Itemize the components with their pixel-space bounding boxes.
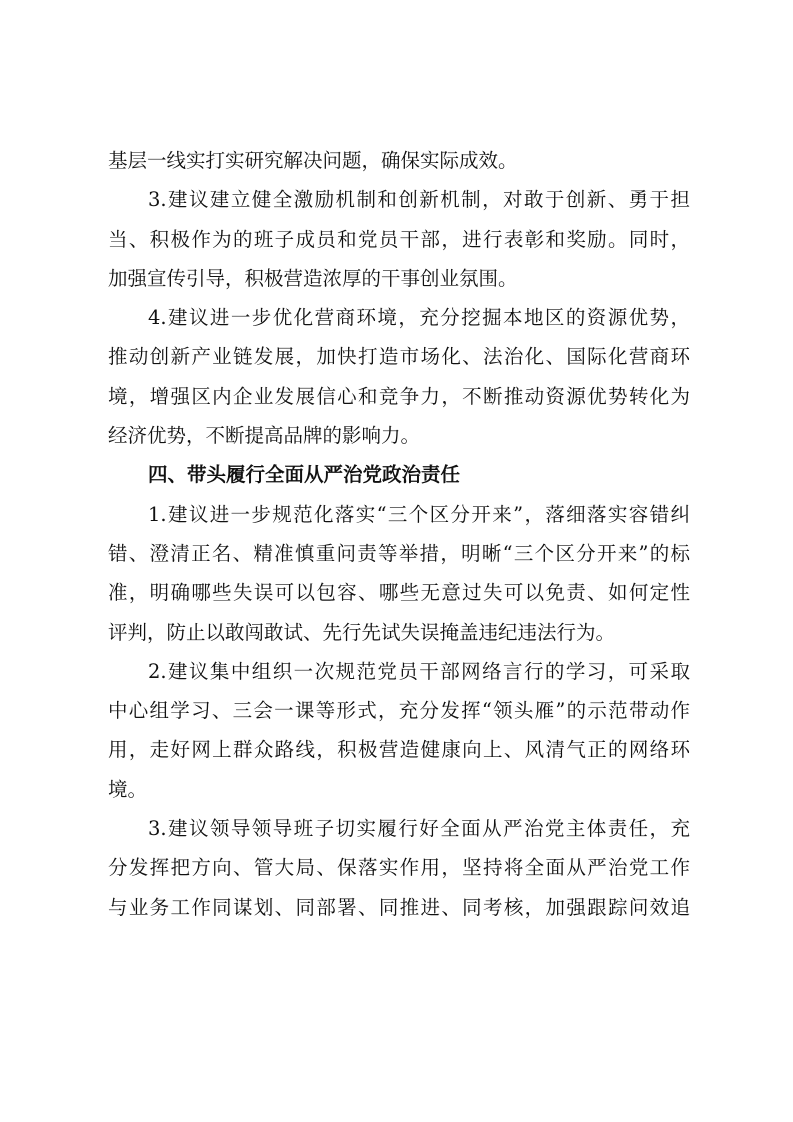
paragraph-line: 错、澄清正名、精准慎重问责等举措，明晰“三个区分开来”的标 <box>108 541 690 565</box>
paragraph-line: 加强宣传引导，积极营造浓厚的干事创业氛围。 <box>108 266 518 290</box>
paragraph-line: 与业务工作同谋划、同部署、同推进、同考核，加强跟踪问效追 <box>108 895 690 919</box>
paragraph-line: 2.建议集中组织一次规范党员干部网络言行的学习，可采取 <box>148 659 690 683</box>
section-heading: 四、带头履行全面从严治党政治责任 <box>148 463 461 487</box>
paragraph-line: 境。 <box>108 777 148 801</box>
paragraph-line: 用，走好网上群众路线，积极营造健康向上、风清气正的网络环 <box>108 738 690 762</box>
paragraph-line: 4.建议进一步优化营商环境，充分挖掘本地区的资源优势， <box>148 306 690 330</box>
paragraph-line: 经济优势，不断提高品牌的影响力。 <box>108 424 421 448</box>
paragraph-line: 推动创新产业链发展，加快打造市场化、法治化、国际化营商环 <box>108 345 690 369</box>
paragraph-line: 1.建议进一步规范化落实“三个区分开来”，落细落实容错纠 <box>148 502 690 526</box>
paragraph-line: 当、积极作为的班子成员和党员干部，进行表彰和奖励。同时， <box>108 227 690 251</box>
paragraph-line: 3.建议建立健全激励机制和创新机制，对敢于创新、勇于担 <box>148 188 690 212</box>
paragraph-line: 基层一线实打实研究解决问题，确保实际成效。 <box>108 149 518 172</box>
paragraph-line: 分发挥把方向、管大局、保落实作用，坚持将全面从严治党工作 <box>108 856 690 880</box>
paragraph-line: 评判，防止以敢闯敢试、先行先试失误掩盖违纪违法行为。 <box>108 620 616 644</box>
document-body <box>108 141 690 927</box>
paragraph-line: 3.建议领导领导班子切实履行好全面从严治党主体责任，充 <box>148 817 690 841</box>
paragraph-line: 中心组学习、三会一课等形式，充分发挥“领头雁”的示范带动作 <box>108 699 690 723</box>
paragraph-line: 境，增强区内企业发展信心和竞争力，不断推动资源优势转化为 <box>108 384 690 408</box>
paragraph-line: 准，明确哪些失误可以包容、哪些无意过失可以免责、如何定性 <box>108 581 690 605</box>
